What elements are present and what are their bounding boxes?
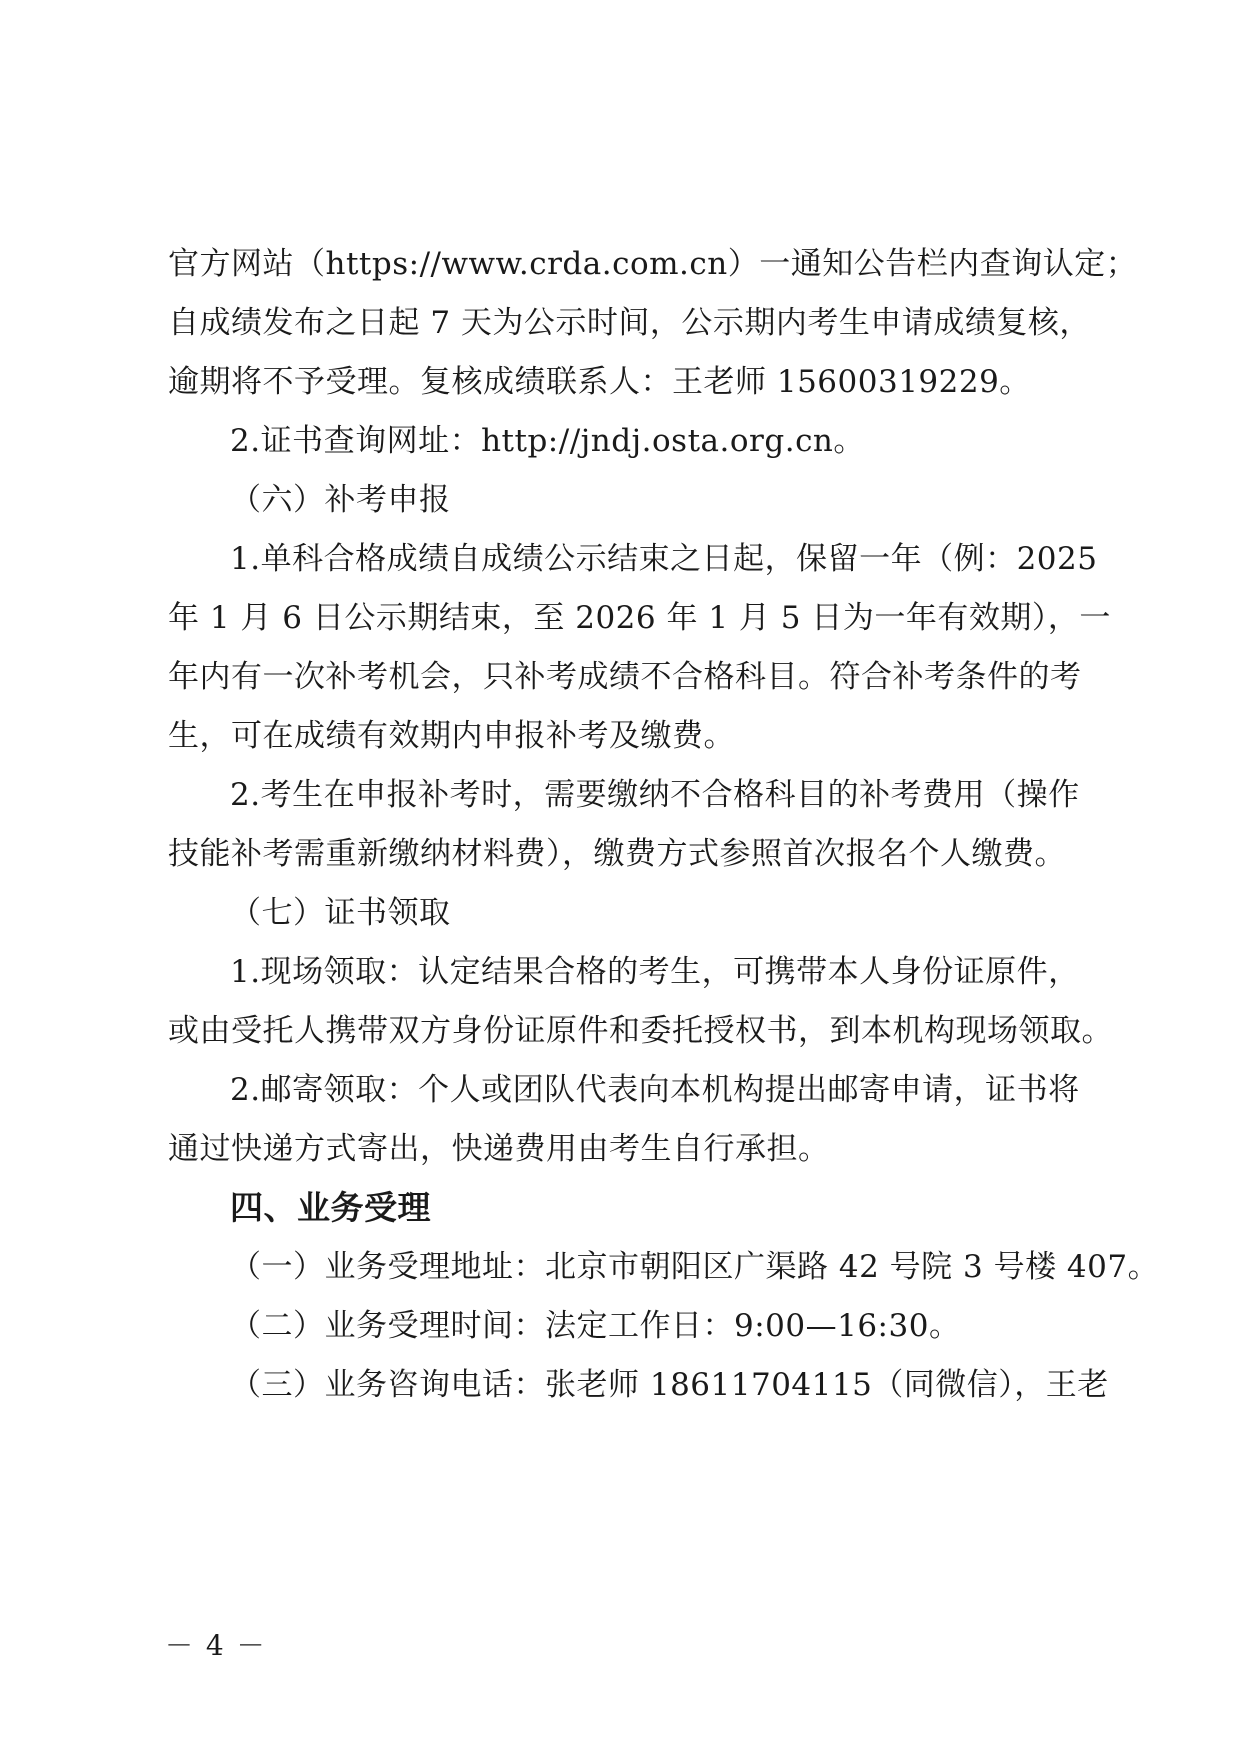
- page-number: － 4 －: [165, 1629, 267, 1662]
- body-line-3: 逾期将不予受理。复核成绩联系人：王老师 15600319229。: [168, 364, 1031, 400]
- item-makeup-1-line-1: 1.单科合格成绩自成绩公示结束之日起，保留一年（例：2025: [230, 541, 1098, 577]
- item-cert-1-line-1: 1.现场领取：认定结果合格的考生，可携带本人身份证原件，: [230, 954, 1080, 990]
- item-cert-2-line-1: 2.邮寄领取：个人或团队代表向本机构提出邮寄申请，证书将: [230, 1072, 1080, 1108]
- body-line-1: 官方网站（https://www.crda.com.cn）一通知公告栏内查询认定；: [168, 246, 1138, 282]
- section-heading-makeup-exam: （六）补考申报: [230, 482, 451, 518]
- item-cert-2-line-2: 通过快递方式寄出，快递费用由考生自行承担。: [168, 1131, 830, 1167]
- body-line-2: 自成绩发布之日起 7 天为公示时间，公示期内考生申请成绩复核，: [168, 305, 1091, 341]
- item-makeup-2-line-2: 技能补考需重新缴纳材料费），缴费方式参照首次报名个人缴费。: [168, 836, 1066, 872]
- item-cert-query-url: 2.证书查询网址：http://jndj.osta.org.cn。: [230, 423, 865, 459]
- item-cert-1-line-2: 或由受托人携带双方身份证原件和委托授权书，到本机构现场领取。: [168, 1013, 1113, 1049]
- item-makeup-1-line-4: 生，可在成绩有效期内申报补考及缴费。: [168, 718, 735, 754]
- business-address: （一）业务受理地址：北京市朝阳区广渠路 42 号院 3 号楼 407。: [230, 1249, 1160, 1285]
- chapter-heading-business: 四、业务受理: [230, 1188, 431, 1227]
- section-heading-certificate: （七）证书领取: [230, 895, 451, 931]
- business-phone: （三）业务咨询电话：张老师 18611704115（同微信），王老: [230, 1367, 1109, 1403]
- item-makeup-1-line-3: 年内有一次补考机会，只补考成绩不合格科目。符合补考条件的考: [168, 659, 1082, 695]
- business-hours: （二）业务受理时间：法定工作日：9:00—16:30。: [230, 1308, 961, 1344]
- item-makeup-1-line-2: 年 1 月 6 日公示期结束，至 2026 年 1 月 5 日为一年有效期），一: [168, 600, 1111, 636]
- item-makeup-2-line-1: 2.考生在申报补考时，需要缴纳不合格科目的补考费用（操作: [230, 777, 1080, 813]
